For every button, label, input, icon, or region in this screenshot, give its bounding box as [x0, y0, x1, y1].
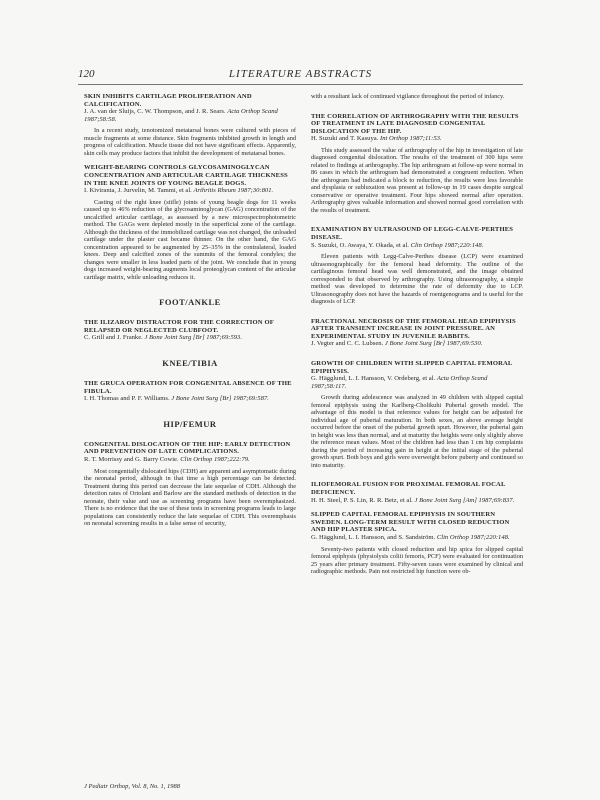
abstract-body: This study assessed the value of arthrography of the hip in investigation of late diagnosed congenital dislocation. The results of the treatment of 300 hips were related to findings at arthrography. The hip arthrogram at follow-up were normal in 86 cases in which the arthrogram had demonstrated a congruent reduction. When the arthrogram had indicated a block to reduction, the results were less favorable and dysplasia or subluxation was present at follow-up in 19 cases despite surgical conservative or operative treatment. Four hips showed normal after operation. Arthrography gives valuable information and showed normal good correlation with the results of treatment. — [311, 146, 523, 214]
abstract-ilizarov — [84, 319, 296, 342]
continued-text — [311, 93, 523, 101]
abstract-journal: J Bone Joint Surg [Br] 1987;69:593. — [144, 334, 243, 342]
abstract-authors: I. Kiviranta, J. Jurvelin, M. Tammi, et al. — [84, 187, 192, 195]
page-header — [78, 68, 523, 85]
abstract-authors: H. H. Steel, P. S. Lin, R. R. Betz, et al. — [311, 496, 413, 504]
abstract-skin-cartilage — [84, 93, 296, 157]
abstract-journal: J Bone Joint Surg [Br] 1987;69:587. — [171, 395, 269, 403]
right-column — [311, 93, 523, 583]
abstract-title: FRACTIONAL NECROSIS OF THE FEMORAL HEAD EPIPHYSIS AFTER TRANSIENT INCREASE IN JOINT PRESSURE. AN EXPERIMENTAL STUDY IN JUVENILE RABBITS. — [311, 317, 516, 340]
abstract-title: WEIGHT-BEARING CONTROLS GLYCOSAMINOGLYCAN CONCENTRATION AND ARTICULAR CARTILAGE THICKNESS IN THE KNEE JOINTS OF YOUNG BEAGLE DOGS. — [84, 164, 288, 187]
section-heading-foot-ankle: FOOT/ANKLE — [159, 297, 221, 308]
abstract-iliofemoral-fusion — [311, 481, 523, 504]
abstract-title: ILIOFEMORAL FUSION FOR PROXIMAL FEMORAL FOCAL DEFICIENCY. — [311, 481, 506, 496]
abstract-authors: C. Grill and J. Franke. — [84, 334, 143, 342]
abstract-authors: G. Hägglund, L. I. Hansson, and S. Sandström. — [311, 533, 436, 541]
abstract-title: SKIN INHIBITS CARTILAGE PROLIFERATION AND CALCIFICATION. — [84, 93, 252, 108]
abstract-authors: I. H. Thomas and P. F. Williams. — [84, 395, 170, 403]
abstract-journal: Int Orthop 1987;11:53. — [380, 135, 442, 143]
abstract-title: SLIPPED CAPITAL FEMORAL EPIPHYSIS IN SOUTHERN SWEDEN. LONG-TERM RESULT WITH CLOSED REDUCTION AND HIP PLASTER SPICA. — [311, 511, 510, 534]
abstract-body-continued: with a resultant lack of continued vigilance throughout the period of infancy. — [311, 93, 505, 100]
abstract-journal: J Bone Joint Surg [Br] 1987;69:530. — [384, 340, 483, 348]
section-heading-hip-femur: HIP/FEMUR — [163, 418, 217, 429]
abstract-authors: J. A. van der Sluijs, C. W. Thompson, and J. R. Sears. — [84, 108, 226, 116]
abstract-body: Growth during adolescence was analyzed in 49 children with slipped capital femoral epiphysis using the Karlberg-Cholikuhi Pubertal growth model. The advantage of this model is that reference values for height can be adjusted for individual age of pubertal maturation. In both sexes, an above average height occurred before the onset of the pubertal growth spurt. However, the pubertal gain in height was less than normal, and at maturity the heights were only slightly above the reference mean values. Most of the children had less than 1 cm hip complaints during the period of increasing gain in height at the initial stage of the pubertal growth spurt. Both boys and girls were overweight before puberty and continued so into maturity. — [311, 394, 523, 469]
abstract-title: THE GRUCA OPERATION FOR CONGENITAL ABSENCE OF THE FIBULA. — [84, 380, 292, 395]
abstract-authors: H. Suzuki and T. Kasuya. — [311, 135, 379, 143]
abstract-title: EXAMINATION BY ULTRASOUND OF LEGG-CALVE-PERTHES DISEASE. — [311, 226, 514, 241]
abstract-title: CONGENITAL DISLOCATION OF THE HIP: EARLY DETECTION AND PREVENTION OF LATE COMPLICATIONS. — [84, 440, 291, 456]
abstract-body: Most congenitally dislocated hips (CDH) are apparent and asymptomatic during the neonatal period, although in that time a high percentage can be detected. Treatment during this period can decrease the late sequelae of CDH. Although the detection rates of Ortolani and Barlow are the standard methods of detection in the neonate, their value and use as screening programs have been overemphasized. There is no evidence that the use of these tests in screening programs leads to large populations can consistently reduce the late sequelae of CDH. This overemphasis on neonatal screening results in a false sense of security, — [84, 467, 296, 528]
running-head: LITERATURE ABSTRACTS — [228, 68, 373, 80]
abstract-body: Seventy-two patients with closed reduction and hip spica for slipped capital femoral epiphysis (physiolysis coliii femoris, PCF) were evaluated for continuation 25 years after primary treatment. Fifty-seven cases were examined by clinical and radiographic methods. Pain not restricted hip function were ob- — [311, 545, 523, 576]
abstract-journal: Acta Orthop Scand 1987;58:58. — [84, 108, 278, 123]
abstract-authors: G. Hägglund, L. I. Hansson, V. Ordeberg, et al. — [311, 375, 436, 383]
abstract-authors: R. T. Morrissy and G. Barry Cowie. — [84, 456, 179, 463]
abstract-cdh — [84, 441, 296, 528]
abstract-weight-bearing — [84, 164, 296, 281]
abstract-scfe-sweden — [311, 511, 523, 575]
abstract-title: GROWTH OF CHILDREN WITH SLIPPED CAPITAL FEMORAL EPIPHYSIS. — [311, 360, 513, 375]
abstract-body: In a recent study, tenotomized metatarsal bones were cultured with pieces of muscle fragments at some distance. Skin fragments inhibited growth in length and progress of calcification. Muscle tissue did not have significant effects. Apparently, skin cells may produce factors that inhibit the development of metatarsal bones. — [84, 127, 296, 157]
abstract-authors: J. Vegter and C. C. Lubsen. — [311, 340, 384, 348]
abstract-title: THE CORRELATION OF ARTHROGRAPHY WITH THE RESULTS OF TREATMENT IN LATE DIAGNOSED CONGENITAL DISLOCATION OF THE HIP. — [311, 112, 519, 135]
abstract-ultrasound-lcp — [311, 226, 523, 305]
abstract-fractional-necrosis — [311, 318, 523, 348]
abstract-journal: J Bone Joint Surg [Am] 1987;69:837. — [414, 496, 515, 504]
abstract-journal: Clin Orthop 1987;222:79. — [180, 456, 250, 463]
section-heading-knee-tibia: KNEE/TIBIA — [162, 358, 218, 369]
abstract-gruca — [84, 380, 296, 403]
abstract-body: Casting of the right knee (stifle) joints of young beagle dogs for 11 weeks caused up to 46% reduction of the glycosaminoglycan (GAG) concentration of the uncalcified articular cartilage, as assessed by a new microspectrophotometric method. The GAGs were depleted mostly in the superficial zone of the cartilage. Although the thickness of the immobilized cartilage was not changed, the unloaded cartilage under the plaster cast became thinner. On the other hand, the GAG concentration appeared to be augmented by 25–35% in the contralateral, loaded knees. Deep and calcified zones of the summits of the femoral condyles; the changes were smaller in less loaded parts of the joint. We conclude that in young dogs increased weight-bearing augments local proteoglycan content of the articular cartilage matrix, while unloading reduces it. — [84, 198, 296, 281]
abstract-journal: Arthritis Rheum 1987;30:801. — [193, 187, 274, 195]
page-number: 120 — [78, 68, 95, 80]
abstract-arthrography — [311, 113, 523, 215]
abstract-journal: Acta Orthop Scand 1987;58:117. — [311, 375, 488, 390]
left-column — [84, 93, 296, 535]
abstract-journal: Clin Orthop 1987;220:148. — [410, 241, 484, 249]
abstract-growth-children — [311, 360, 523, 469]
abstract-body: Eleven patients with Legg-Calve-Perthes disease (LCP) were examined ultrasonographically for the femoral head deformity. The outline of the cartilaginous femoral head was well demonstrated, and the image obtained corresponded to that observed by arthrography. Using ultrasonography, a simple method was developed to determine the rate of deformity due to LCP. Ultrasonography does not have the hazards of roentgenograms and is useful for the diagnosis of LCP. — [311, 253, 523, 306]
page-footer: J Pediatr Orthop, Vol. 8, No. 1, 1988 — [84, 783, 181, 790]
abstract-authors: S. Suzuki, O. Awaya, Y. Okada, et al. — [311, 241, 409, 249]
abstract-journal: Clin Orthop 1987;220:148. — [436, 533, 510, 541]
abstract-title: THE ILIZAROV DISTRACTOR FOR THE CORRECTION OF RELAPSED OR NEGLECTED CLUBFOOT. — [84, 319, 274, 334]
